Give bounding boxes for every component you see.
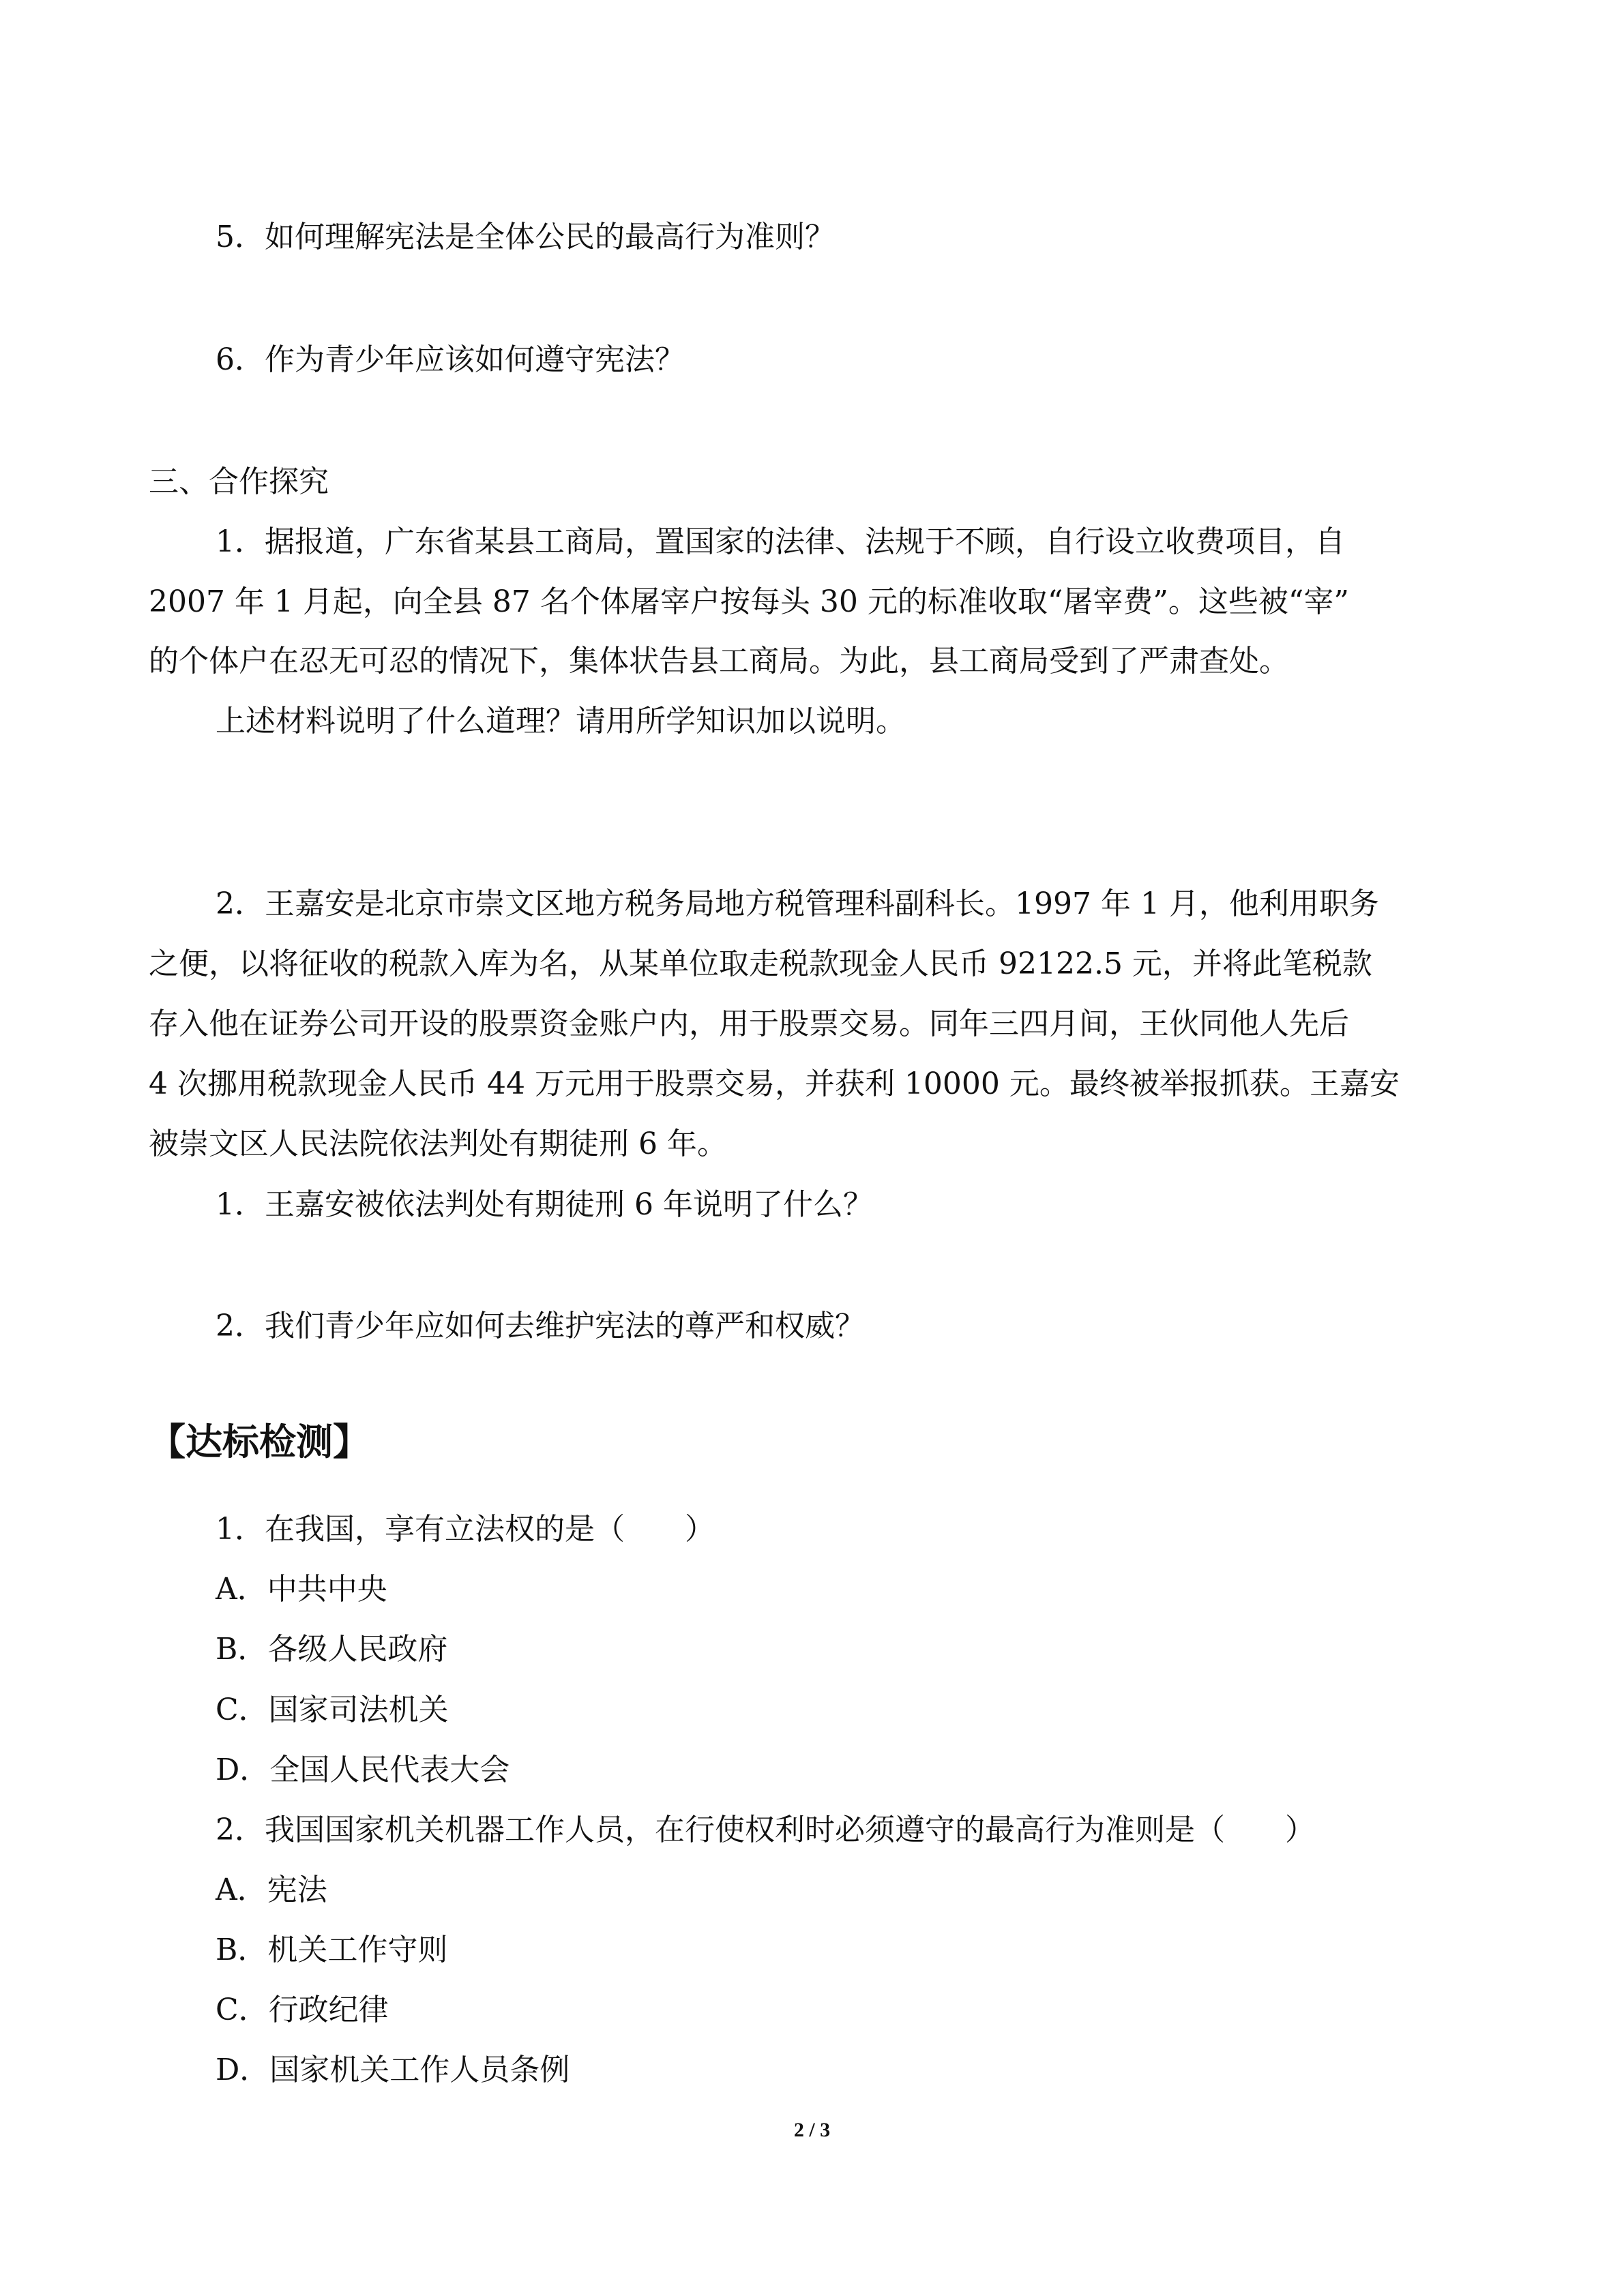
case2-subquestion-1: 1．王嘉安被依法判处有期徒刑 6 年说明了什么？ — [216, 1187, 873, 1222]
case1-line2: 2007 年 1 月起，向全县 87 名个体屠宰户按每头 30 元的标准收取“屠宰费”。这些被“宰” — [149, 584, 1349, 619]
case1-question: 上述材料说明了什么道理？请用所学知识加以说明。 — [216, 704, 906, 739]
question-6: 6．作为青少年应该如何遵守宪法？ — [216, 342, 685, 377]
case2-line4: 4 次挪用税款现金人民币 44 万元用于股票交易，并获利 10000 元。最终被举报抓获。王嘉安 — [149, 1067, 1400, 1101]
case2-line5: 被崇文区人民法院依法判处有期徒刑 6 年。 — [149, 1127, 727, 1161]
question-5: 5．如何理解宪法是全体公民的最高行为准则？ — [216, 220, 835, 254]
case1-line1: 1．据报道，广东省某县工商局，置国家的法律、法规于不顾，自行设立收费项目，自 — [216, 524, 1345, 559]
case2-line2: 之便，以将征收的税款入库为名，从某单位取走税款现金人民币 92122.5 元，并将此笔税款 — [149, 946, 1372, 981]
test-q1-option-d: D．全国人民代表大会 — [216, 1753, 510, 1787]
section-title-cooperation: 三、合作探究 — [149, 464, 329, 499]
test-q2-option-b: B．机关工作守则 — [216, 1933, 448, 1967]
test-heading: 【达标检测】 — [149, 1420, 370, 1463]
test-q1-stem: 1．在我国，享有立法权的是（ ） — [216, 1512, 715, 1547]
test-q1-option-a: A．中共中央 — [216, 1572, 387, 1607]
test-q2-option-c: C．行政纪律 — [216, 1993, 389, 2027]
case1-line3: 的个体户在忍无可忍的情况下，集体状告县工商局。为此，县工商局受到了严肃查处。 — [149, 644, 1289, 679]
case2-line3: 存入他在证券公司开设的股票资金账户内，用于股票交易。同年三四月间，王伙同他人先后 — [149, 1007, 1349, 1041]
test-q2-option-d: D．国家机关工作人员条例 — [216, 2053, 570, 2087]
case2-line1: 2．王嘉安是北京市崇文区地方税务局地方税管理科副科长。1997 年 1 月，他利用职务 — [216, 886, 1379, 921]
test-q2-option-a: A．宪法 — [216, 1873, 327, 1907]
page-number: 2 / 3 — [793, 2119, 831, 2141]
test-q1-option-b: B．各级人民政府 — [216, 1632, 448, 1667]
case2-subquestion-2: 2．我们青少年应如何去维护宪法的尊严和权威？ — [216, 1309, 865, 1343]
test-q1-option-c: C．国家司法机关 — [216, 1693, 449, 1727]
test-q2-stem: 2．我国国家机关机器工作人员，在行使权利时必须遵守的最高行为准则是（ ） — [216, 1813, 1315, 1847]
